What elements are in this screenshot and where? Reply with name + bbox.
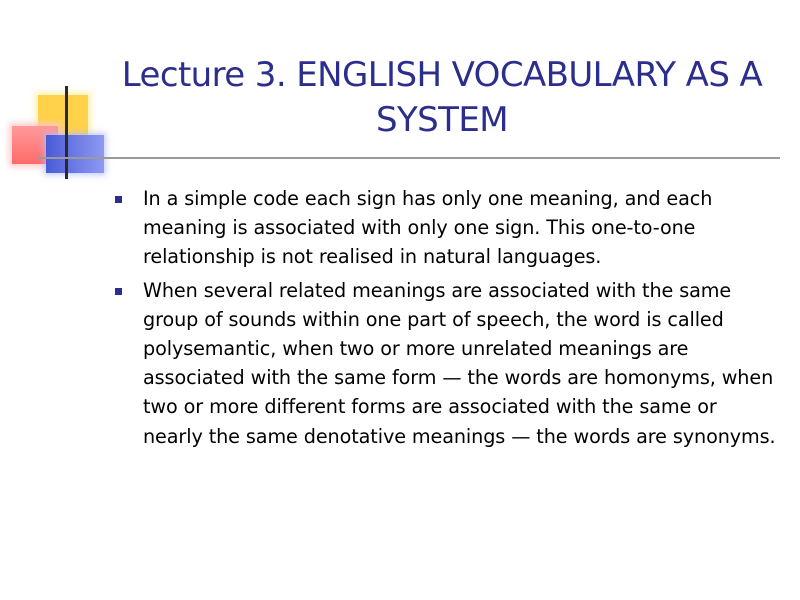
square-bullet-icon — [115, 196, 122, 203]
square-bullet-icon — [115, 288, 122, 295]
vertical-rule — [65, 86, 68, 179]
title-underline-rule — [38, 157, 780, 159]
bullet-text: When several related meanings are associated with the same group of sounds within one part of speech, the word is called polysemantic, when two or more unrelated meanings are associated with the same form — the words are homonyms, when two or more different forms are associated with the same or nearly the same denotative meanings — the words are synonyms. — [143, 278, 776, 448]
bullet-text: In a simple code each sign has only one meaning, and each meaning is associated with only one sign. This one-to-one relationship is not realised in natural languages. — [143, 187, 713, 269]
bullet-list — [112, 184, 782, 455]
slide-title: Lecture 3. ENGLISH VOCABULARY AS A SYSTEM — [121, 55, 763, 140]
blue-square-decoration — [46, 135, 104, 173]
bullet-item — [112, 184, 782, 272]
bullet-item — [112, 276, 782, 451]
